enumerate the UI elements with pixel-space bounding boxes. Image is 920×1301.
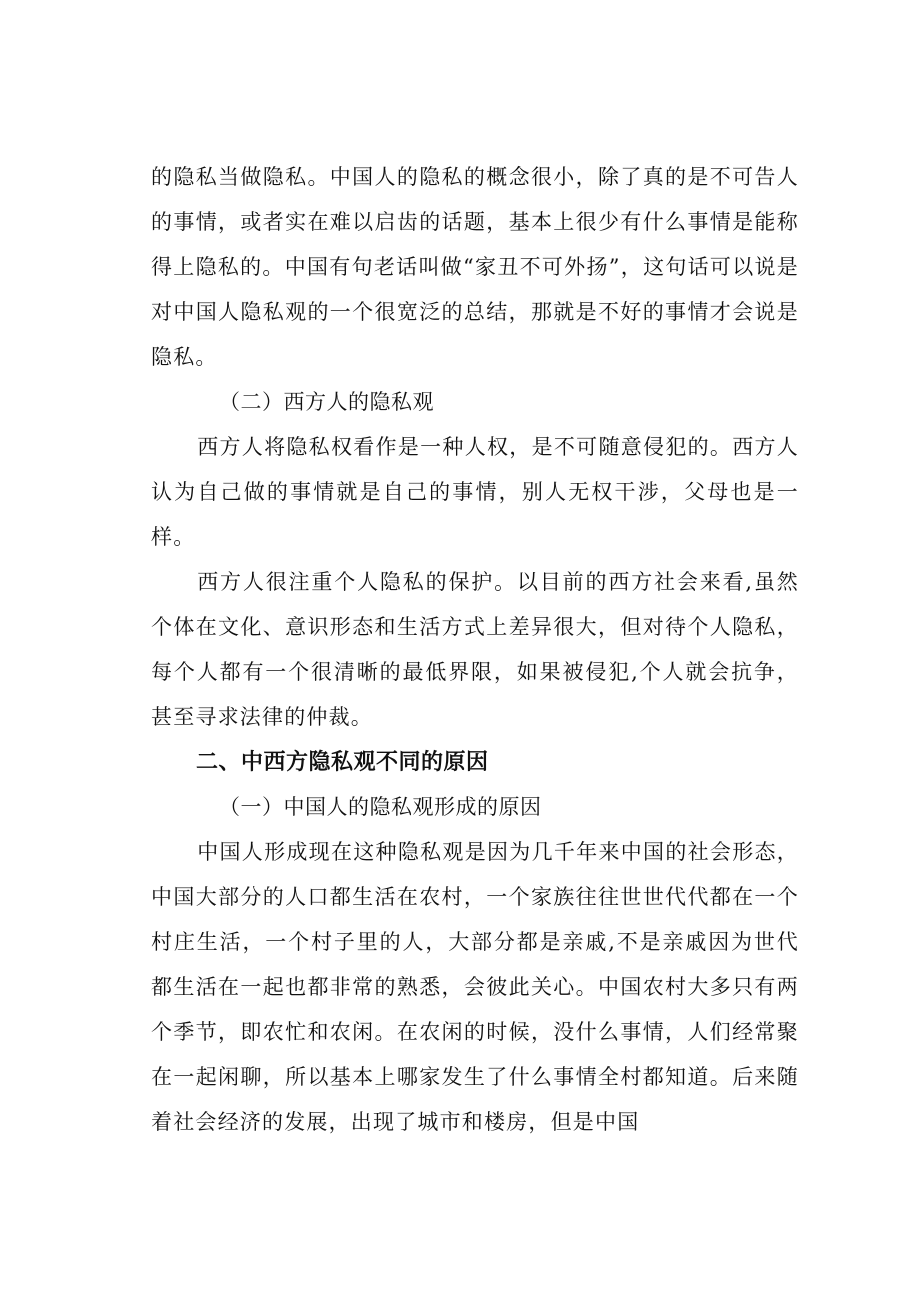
subheading-chinese-privacy-origin: （一）中国人的隐私观形成的原因 (219, 795, 542, 819)
document-body (151, 155, 799, 1145)
subheading-western-privacy-view: （二）西方人的隐私观 (219, 390, 434, 414)
body-paragraph: 中国人形成现在这种隐私观是因为几千年来中国的社会形态，中国大部分的人口都生活在农村，一个家族往往世世代代都在一个村庄生活，一个村子里的人，大部分都是亲戚,不是亲戚因为世代都生活在一起也都非常的熟悉，会彼此关心。中国农村大多只有两个季节，即农忙和农闲。在农闲的时候，没什么事情，人们经常聚在一起闲聊，所以基本上哪家发生了什么事情全村都知道。后来随着社会经济的发展，出现了城市和楼房，但是中国 (151, 840, 799, 1134)
body-paragraph: 西方人将隐私权看作是一种人权，是不可随意侵犯的。西方人认为自己做的事情就是自己的事情，别人无权干涉，父母也是一样。 (151, 435, 799, 549)
body-paragraph-continued: 的隐私当做隐私。中国人的隐私的概念很小，除了真的是不可告人的事情，或者实在难以启齿的话题，基本上很少有什么事情是能称得上隐私的。中国有句老话叫做“家丑不可外扬”，这句话可以说是对中国人隐私观的一个很宽泛的总结，那就是不好的事情才会说是隐私。 (151, 165, 799, 369)
body-paragraph: 西方人很注重个人隐私的保护。以目前的西方社会来看,虽然个体在文化、意识形态和生活方式上差异很大，但对待个人隐私，每个人都有一个很清晰的最低界限，如果被侵犯,个人就会抗争，甚至寻求法律的仲裁。 (151, 570, 799, 729)
section-heading-reasons: 二、中西方隐私观不同的原因 (196, 750, 489, 775)
